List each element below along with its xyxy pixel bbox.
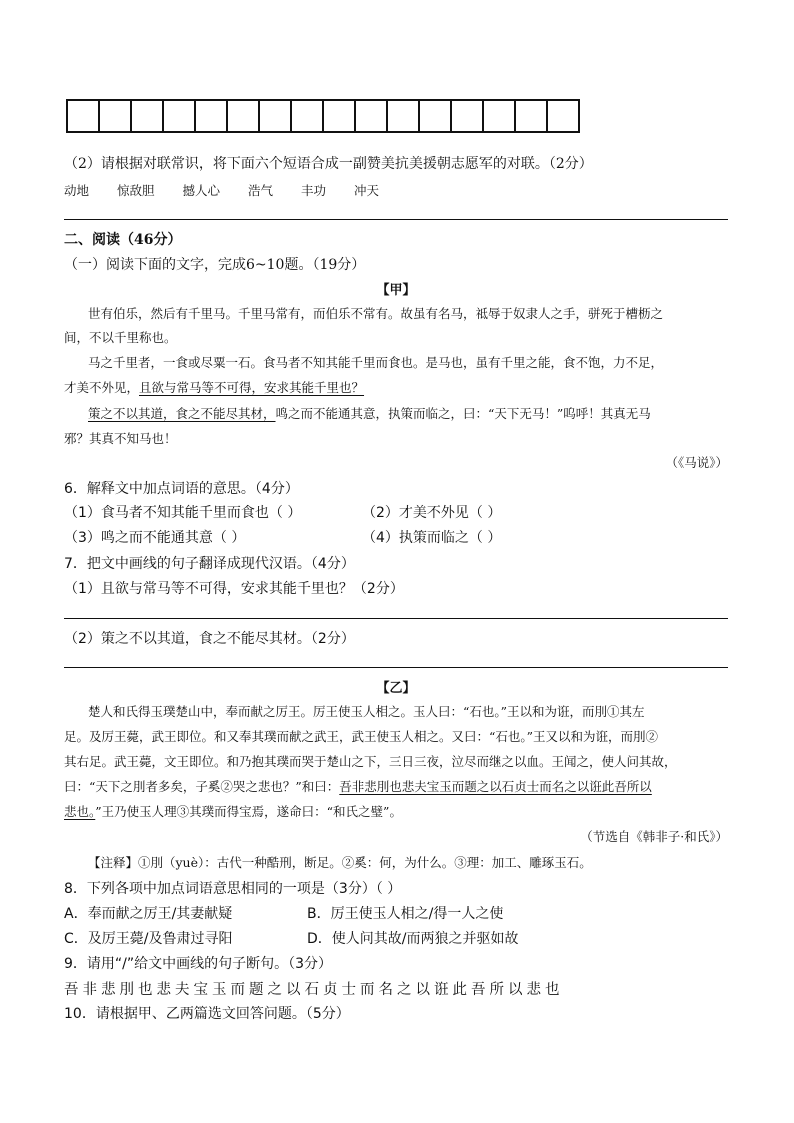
answer-grid: [66, 99, 578, 133]
q7-sentence-1: （1）且欲与常马等不可得，安求其能千里也？（2分）: [64, 581, 404, 597]
q8-option-c: C．及厉王薨/及鲁肃过寻阳: [64, 931, 233, 947]
section-title: 二、阅读（46分）: [64, 232, 182, 248]
word-item: 冲天: [354, 183, 380, 198]
q2-word-list: [64, 181, 403, 199]
grid-cell[interactable]: [482, 99, 516, 133]
underlined-sentence-1: 且欲与常马等不可得，安求其能千里也？: [139, 380, 365, 395]
q6-item: （3）鸣之而不能通其意（ ）: [64, 530, 246, 546]
grid-cell[interactable]: [322, 99, 356, 133]
yi-text: 曰：“天下之刖者多矣，子奚②哭之悲也？”和曰：: [64, 779, 340, 794]
grid-cell[interactable]: [162, 99, 196, 133]
jia-text-line: 世有伯乐，然后有千里马。千里马常有，而伯乐不常有。故虽有名马，祗辱于奴隶人之手，骈死于槽枥之: [88, 306, 664, 321]
q8-title: 8．下列各项中加点词语意思相同的一项是（3分）（ ）: [64, 881, 402, 897]
q8-option-d: D．使人问其故/而两狼之并驱如故: [307, 931, 519, 947]
q8-option-b: B．厉王使玉人相之/得一人之使: [307, 906, 504, 922]
q7-sentence-2: （2）策之不以其道，食之不能尽其材。（2分）: [64, 631, 355, 647]
yi-source: （节选自《韩非子·和氏》）: [580, 829, 728, 844]
grid-cell[interactable]: [354, 99, 388, 133]
grid-cell[interactable]: [546, 99, 580, 133]
grid-cell[interactable]: [418, 99, 452, 133]
grid-cell[interactable]: [258, 99, 292, 133]
q2-prompt: （2）请根据对联常识，将下面六个短语合成一副赞美抗美援朝志愿军的对联。（2分）: [64, 156, 593, 172]
jia-source: （《马说》）: [665, 455, 728, 470]
word-item: 动地: [64, 183, 90, 198]
q6-item: （1）食马者不知其能千里而食也（ ）: [64, 505, 302, 521]
yi-note: 【注释】①刖（yuè）：古代一种酷刑，断足。②奚：何，为什么。③理：加工、雕琢玉石。: [88, 855, 592, 870]
answer-line: [64, 618, 728, 619]
answer-line: [64, 667, 728, 668]
underlined-sentence-3: 吾非悲刖也悲夫宝玉而题之以石贞士而名之以诳此吾所以: [339, 779, 652, 794]
jia-text: 才美不外见，: [64, 380, 140, 395]
grid-cell[interactable]: [98, 99, 132, 133]
word-item: 撼人心: [182, 183, 221, 198]
q9-text: 吾非悲刖也悲夫宝玉而题之以石贞士而名之以诳此吾所以悲也: [64, 982, 564, 998]
yi-text-line: 楚人和氏得玉璞楚山中，奉而献之厉王。厉王使玉人相之。玉人曰：“石也。”王以和为诳，而刖①其左: [88, 704, 645, 719]
jia-text-line: [64, 378, 364, 396]
jia-text-line: 邪？其真不知马也！: [64, 431, 177, 446]
passage-yi-label: 【乙】: [376, 681, 416, 696]
jia-text: 鸣之而不能通其意，执策而临之，曰：“天下无马！”呜呼！其真无马: [275, 406, 651, 421]
q9-title: 9．请用“/”给文中画线的句子断句。（3分）: [64, 956, 333, 972]
q6-title: 6．解释文中加点词语的意思。（4分）: [64, 481, 299, 497]
section-divider: [64, 219, 728, 220]
jia-text-line: 间，不以千里称也。: [64, 330, 177, 345]
q7-title: 7．把文中画线的句子翻译成现代汉语。（4分）: [64, 556, 355, 572]
underlined-sentence-2: 策之不以其道，食之不能尽其材，: [88, 406, 276, 421]
yi-text: ”王乃使玉人理③其璞而得宝焉，遂命曰：“和氏之璧”。: [95, 804, 402, 819]
word-item: 惊敌胆: [117, 183, 155, 198]
grid-cell[interactable]: [194, 99, 228, 133]
jia-text-line: 马之千里者，一食或尽粟一石。食马者不知其能千里而食也。是马也，虽有千里之能，食不饱，力不足，: [88, 355, 664, 370]
yi-text-line: [64, 777, 652, 795]
q6-item: （4）执策而临之（ ）: [362, 530, 502, 546]
passage-jia-label: 【甲】: [376, 283, 416, 298]
grid-cell[interactable]: [450, 99, 484, 133]
yi-text-line: 其右足。武王薨，文王即位。和乃抱其璞而哭于楚山之下，三日三夜，泣尽而继之以血。王闻之，使人问其故，: [64, 754, 677, 769]
q6-item: （2）才美不外见（ ）: [362, 505, 502, 521]
yi-text-line: [64, 802, 402, 820]
word-item: 丰功: [301, 183, 327, 198]
grid-cell[interactable]: [386, 99, 420, 133]
part1-heading: （一）阅读下面的文字，完成6~10题。（19分）: [64, 257, 366, 273]
q10-title: 10．请根据甲、乙两篇选文回答问题。（5分）: [64, 1006, 350, 1022]
grid-cell[interactable]: [290, 99, 324, 133]
underlined-sentence-3-end: 悲也。: [64, 804, 96, 819]
yi-text-line: 足。及厉王薨，武王即位。和又奉其璞而献之武王，武王使玉人相之。又曰：“石也。”王又以和为诳，而刖②: [64, 729, 659, 744]
grid-cell[interactable]: [514, 99, 548, 133]
grid-cell[interactable]: [130, 99, 164, 133]
grid-cell[interactable]: [226, 99, 260, 133]
word-item: 浩气: [248, 183, 274, 198]
q8-option-a: A．奉而献之厉王/其妻献疑: [64, 906, 233, 922]
jia-text-line: [88, 404, 651, 422]
grid-cell[interactable]: [66, 99, 100, 133]
